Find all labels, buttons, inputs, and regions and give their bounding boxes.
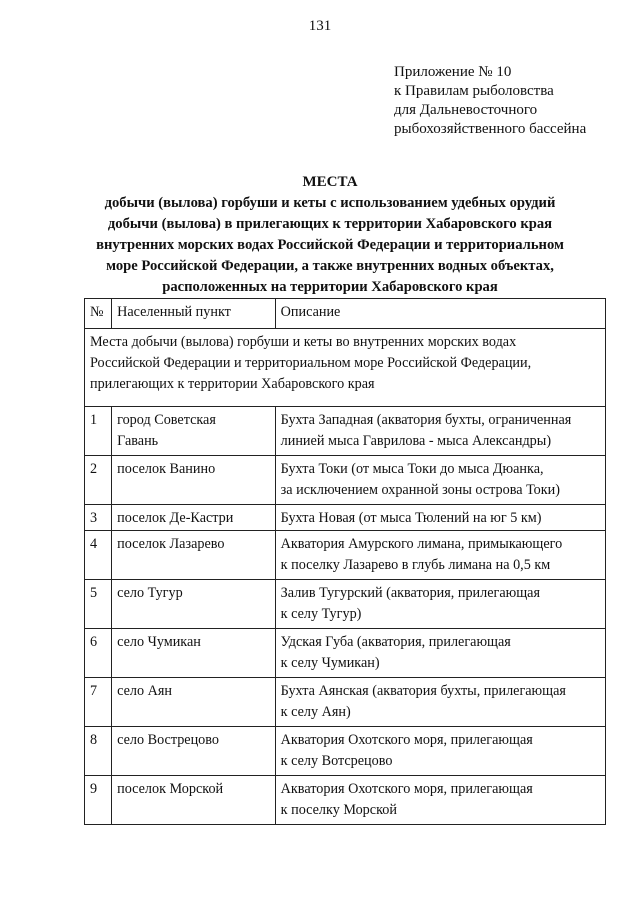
desc-line: Акватория Охотского моря, прилегающая <box>280 732 533 748</box>
place-line: поселок Лазарево <box>117 536 225 552</box>
place-line: Гавань <box>117 433 159 449</box>
annex-line: к Правилам рыболовства <box>394 83 554 99</box>
header-place: Населенный пункт <box>112 299 276 329</box>
place-line: село Тугур <box>117 585 183 601</box>
desc-line: Бухта Токи (от мыса Токи до мыса Дюанка, <box>280 461 544 477</box>
section-caption <box>85 329 606 407</box>
row-place <box>112 678 276 727</box>
table-row <box>85 727 606 776</box>
title-line: добычи (вылова) горбуши и кеты с использованием удебных орудий <box>104 195 556 211</box>
row-num: 8 <box>85 727 112 776</box>
annex-line: Приложение № 10 <box>394 64 512 80</box>
desc-line: к селу Вотсрецово <box>280 753 393 769</box>
table-row <box>85 678 606 727</box>
row-place <box>112 580 276 629</box>
table-header-row <box>85 299 606 329</box>
row-place <box>112 505 276 531</box>
row-description <box>275 678 605 727</box>
title-line: море Российской Федерации, а также внутренних водных объектах, <box>106 258 554 274</box>
desc-line: к поселку Морской <box>280 802 397 818</box>
title-line: расположенных на территории Хабаровского края <box>162 279 498 295</box>
row-description <box>275 776 605 825</box>
desc-line: Бухта Аянская (акватория бухты, прилегающая <box>280 683 566 699</box>
place-line: поселок Ванино <box>117 461 216 477</box>
row-place <box>112 629 276 678</box>
section-row <box>85 329 606 407</box>
row-place <box>112 727 276 776</box>
place-line: село Чумикан <box>117 634 201 650</box>
title-heading: МЕСТА <box>302 174 358 190</box>
desc-line: к селу Чумикан) <box>280 655 380 671</box>
row-description <box>275 580 605 629</box>
title-line: добычи (вылова) в прилегающих к территории Хабаровского края <box>107 216 553 232</box>
row-place <box>112 456 276 505</box>
row-description <box>275 505 605 531</box>
place-line: село Вострецово <box>117 732 219 748</box>
fishing-places-table <box>84 298 606 825</box>
desc-line: Удская Губа (акватория, прилегающая <box>280 634 511 650</box>
desc-line: линией мыса Гаврилова - мыса Александры) <box>280 433 552 449</box>
annex-line: рыбохозяйственного бассейна <box>394 121 587 137</box>
place-line: поселок Морской <box>117 781 224 797</box>
desc-line: Бухта Западная (акватория бухты, ограниченная <box>280 412 572 428</box>
document-title <box>80 172 580 298</box>
row-place <box>112 531 276 580</box>
desc-line: к поселку Лазарево в глубь лимана на 0,5 км <box>280 557 551 573</box>
section-line: прилегающих к территории Хабаровского края <box>90 376 375 392</box>
desc-line: к селу Аян) <box>280 704 351 720</box>
table-row <box>85 531 606 580</box>
annex-block <box>394 63 586 139</box>
table-row <box>85 580 606 629</box>
header-num: № <box>85 299 112 329</box>
table-row <box>85 629 606 678</box>
desc-line: Залив Тугурский (акватория, прилегающая <box>280 585 540 601</box>
page-number: 131 <box>308 18 332 34</box>
place-line: город Советская <box>117 412 216 428</box>
section-line: Российской Федерации и территориальном море Российской Федерации, <box>90 355 532 371</box>
row-num: 1 <box>85 407 112 456</box>
row-num: 4 <box>85 531 112 580</box>
title-line: внутренних морских водах Российской Федерации и территориальном <box>96 237 564 253</box>
table-row <box>85 407 606 456</box>
row-description <box>275 727 605 776</box>
annex-line: для Дальневосточного <box>394 102 538 118</box>
row-num: 2 <box>85 456 112 505</box>
table-row <box>85 505 606 531</box>
row-description <box>275 456 605 505</box>
header-description: Описание <box>275 299 605 329</box>
section-line: Места добычи (вылова) горбуши и кеты во внутренних морских водах <box>90 334 517 350</box>
row-description <box>275 407 605 456</box>
row-description <box>275 531 605 580</box>
table-row <box>85 776 606 825</box>
row-num: 7 <box>85 678 112 727</box>
row-description <box>275 629 605 678</box>
desc-line: Акватория Амурского лимана, примыкающего <box>280 536 563 552</box>
table-row <box>85 456 606 505</box>
desc-line: Бухта Новая (от мыса Тюлений на юг 5 км) <box>280 510 542 526</box>
desc-line: к селу Тугур) <box>280 606 362 622</box>
row-num: 6 <box>85 629 112 678</box>
row-place <box>112 407 276 456</box>
row-place <box>112 776 276 825</box>
place-line: село Аян <box>117 683 172 699</box>
row-num: 9 <box>85 776 112 825</box>
desc-line: за исключением охранной зоны острова Токи) <box>280 482 560 498</box>
desc-line: Акватория Охотского моря, прилегающая <box>280 781 533 797</box>
place-line: поселок Де-Кастри <box>117 510 234 526</box>
row-num: 3 <box>85 505 112 531</box>
row-num: 5 <box>85 580 112 629</box>
